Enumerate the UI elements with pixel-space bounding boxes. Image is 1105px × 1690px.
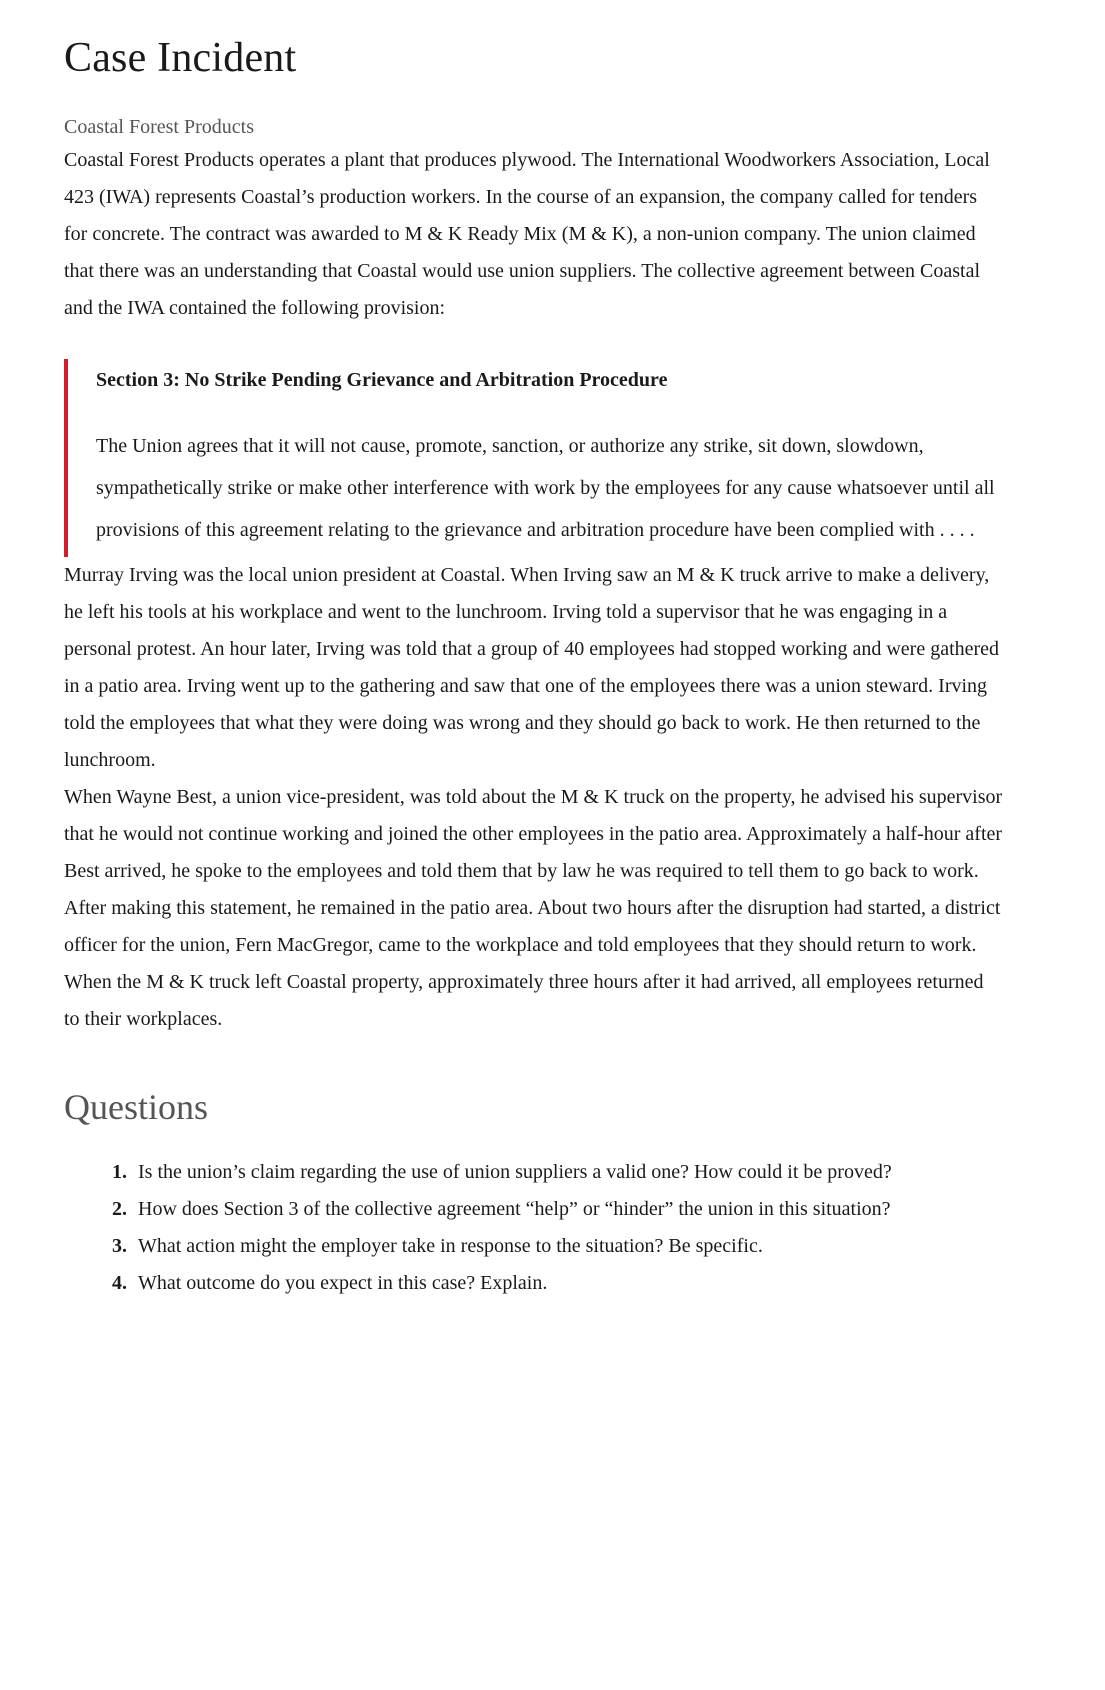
questions-list — [64, 1154, 1004, 1302]
question-text: What outcome do you expect in this case? Explain. — [138, 1272, 548, 1294]
question-number: 1. — [112, 1161, 127, 1183]
intro-paragraph: Coastal Forest Products operates a plant that produces plywood. The International Woodworkers Association, Local 423 (IWA) represents Coastal’s production workers. In the course of an expansion, the company called for tenders for concrete. The contract was awarded to M & K Ready Mix (M & K), a non-union company. The union claimed that there was an understanding that Coastal would use union suppliers. The collective agreement between Coastal and the IWA contained the following provision: — [64, 149, 990, 319]
agreement-provision-quote — [64, 359, 1004, 557]
question-item — [112, 1228, 1004, 1265]
question-number: 2. — [112, 1198, 127, 1220]
question-number: 3. — [112, 1235, 127, 1257]
provision-heading: Section 3: No Strike Pending Grievance and Arbitration Procedure — [96, 369, 668, 391]
page-title: Case Incident — [64, 35, 297, 81]
best-paragraph: When Wayne Best, a union vice-president, was told about the M & K truck on the property, he advised his supervisor that he would not continue working and joined the other employees in the patio area. Approximately a half-hour after Best arrived, he spoke to the employees and told them that by law he was required to tell them to go back to work. After making this statement, he remained in the patio area. About two hours after the disruption had started, a district officer for the union, Fern MacGregor, came to the workplace and told employees that they should return to work. — [64, 786, 1003, 956]
question-text: How does Section 3 of the collective agreement “help” or “hinder” the union in this situation? — [138, 1198, 891, 1220]
document-page — [64, 28, 1004, 1302]
questions-heading: Questions — [64, 1087, 208, 1127]
case-subtitle: Coastal Forest Products — [64, 116, 254, 138]
outcome-paragraph: When the M & K truck left Coastal property, approximately three hours after it had arrived, all employees returned to their workplaces. — [64, 971, 984, 1030]
question-item — [112, 1191, 1004, 1228]
irving-paragraph: Murray Irving was the local union president at Coastal. When Irving saw an M & K truck arrive to make a delivery, he left his tools at his workplace and went to the lunchroom. Irving told a supervisor that he was engaging in a personal protest. An hour later, Irving was told that a group of 40 employees had stopped working and were gathered in a patio area. Irving went up to the gathering and saw that one of the employees there was a union steward. Irving told the employees that what they were doing was wrong and they should go back to work. He then returned to the lunchroom. — [64, 564, 1000, 771]
question-text: What action might the employer take in response to the situation? Be specific. — [138, 1235, 763, 1257]
question-item — [112, 1154, 1004, 1191]
question-number: 4. — [112, 1272, 127, 1294]
question-item — [112, 1265, 1004, 1302]
provision-text: The Union agrees that it will not cause, promote, sanction, or authorize any strike, sit down, slowdown, sympathetically strike or make other interference with work by the employees for any cause whatsoever until all provisions of this agreement relating to the grievance and arbitration procedure have been complied with . . . . — [96, 435, 995, 541]
question-text: Is the union’s claim regarding the use of union suppliers a valid one? How could it be proved? — [138, 1161, 892, 1183]
